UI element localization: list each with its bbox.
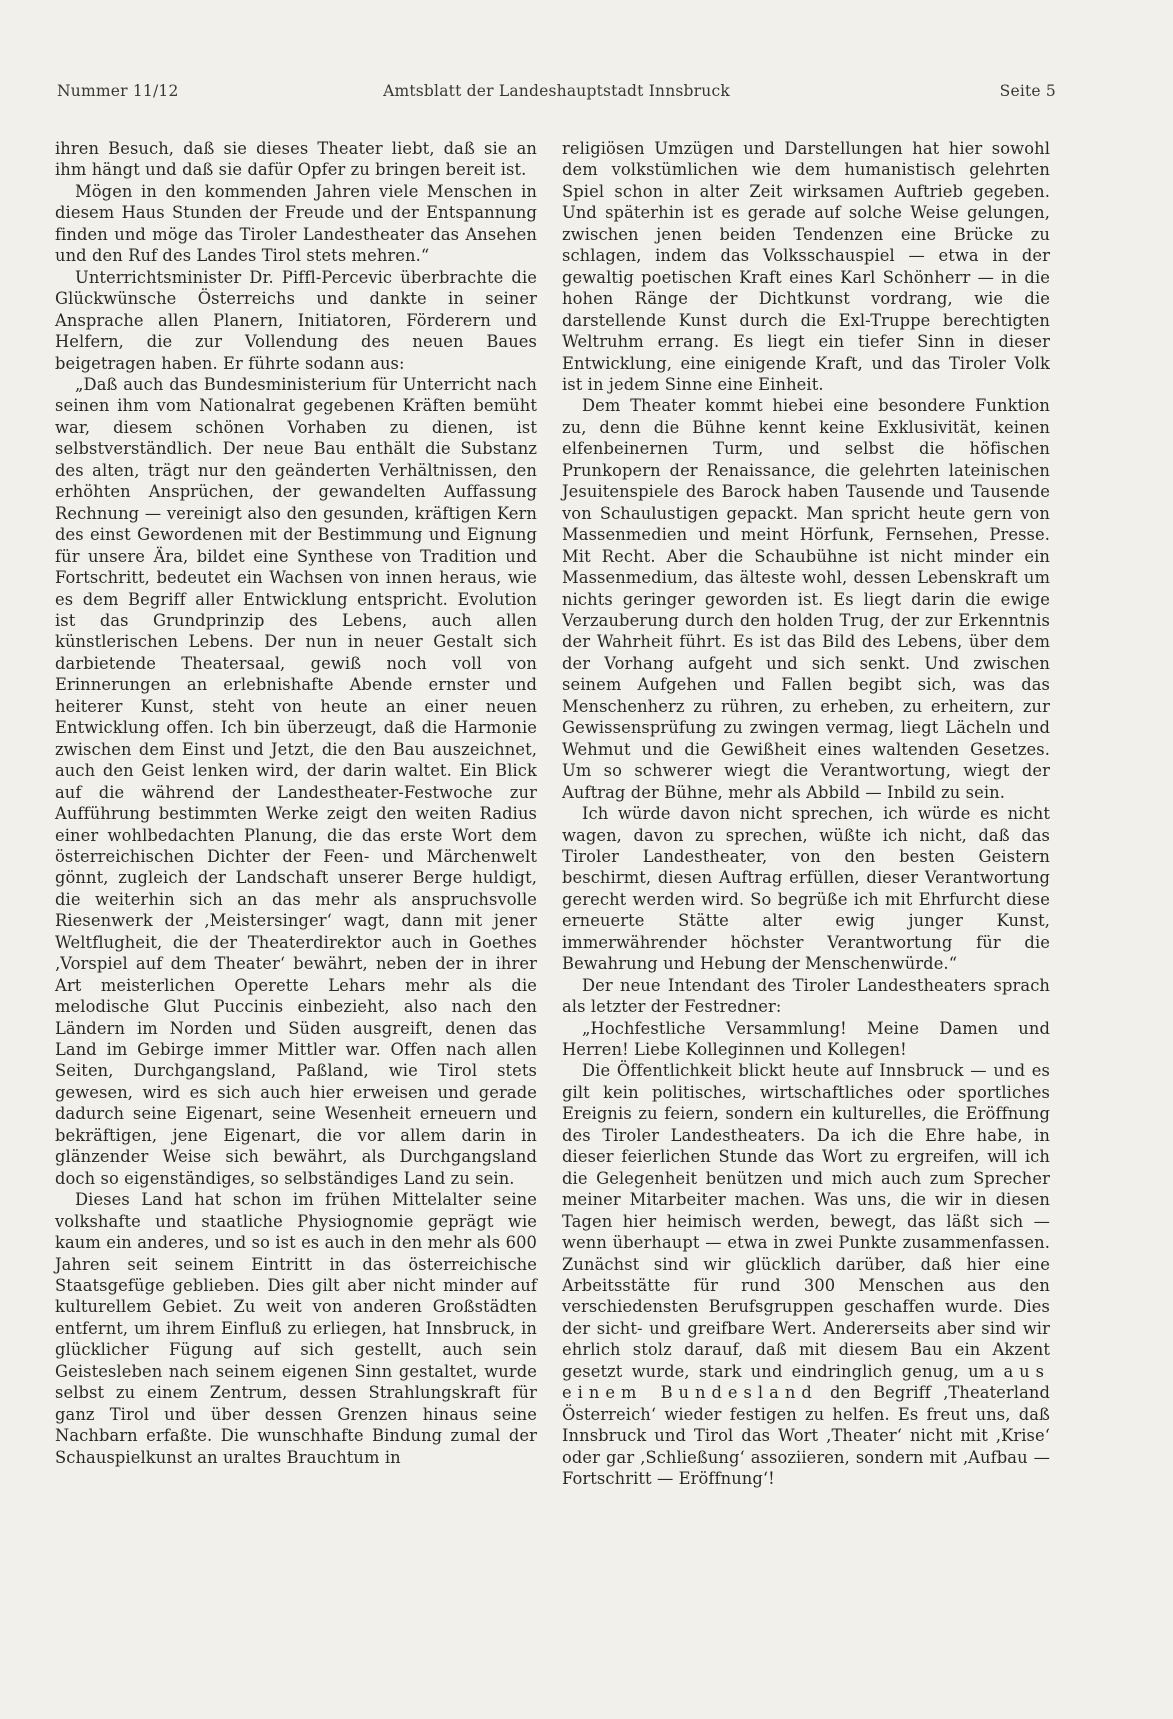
- paragraph: Ich würde davon nicht sprechen, ich würde es nicht wagen, davon zu sprechen, wüßte ich nicht, daß das Tiroler Landestheater, von den besten Geistern beschirmt, diesen Auftrag erfüllen, dieser Verantwortung gerecht werden wird. So begrüße ich mit Ehrfurcht diese erneuerte Stätte alter ewig junger Kunst, immerwährender höchster Verantwortung für die Bewahrung und Hebung der Menschenwürde.“: [562, 804, 1050, 974]
- paragraph-text: Die Öffentlichkeit blickt heute auf Innsbruck — und es gilt kein politisches, wirtschaftliches oder sportliches Ereignis zu feiern, sondern ein kulturelles, die Eröffnung des Tiroler Landestheaters. Da ich die Ehre habe, in dieser feierlichen Stunde das Wort zu ergreifen, will ich die Gelegenheit benützen und mich auch zum Sprecher meiner Mitarbeiter machen. Was uns, die wir in diesen Tagen hier heimisch werden, bewegt, das läßt sich — wenn überhaupt — etwa in zwei Punkte zusammenfassen. Zunächst sind wir glücklich darüber, daß hier eine Arbeitsstätte für rund 300 Menschen aus den verschiedensten Berufsgruppen geschaffen wurde. Dies der sicht- und greifbare Wert. Andererseits aber sind wir ehrlich stolz darauf, daß mit diesem Bau ein Akzent gesetzt wurde, stark und eindringlich genug, um: [562, 1061, 1050, 1381]
- spaced-emphasis: aus einem Bundesland: [562, 1361, 1051, 1403]
- paragraph: „Hochfestliche Versammlung! Meine Damen und Herren! Liebe Kolleginnen und Kollegen!: [562, 1018, 1050, 1060]
- paragraph: Dieses Land hat schon im frühen Mittelalter seine volkshafte und staatliche Physiognomie geprägt wie kaum ein anderes, und so ist es auch in den mehr als 600 Jahren seit seinem Eintritt in das österreichische Staatsgefüge geblieben. Dies gilt aber nicht minder auf kulturellem Gebiet. Zu weit von anderen Großstädten entfernt, um ihrem Einfluß zu erliegen, hat Innsbruck, in glücklicher Fügung auf sich gestellt, auch sein Geistesleben nach seinem eigenen Sinn gestaltet, wurde selbst zu einem Zentrum, dessen Strahlungskraft für ganz Tirol und über dessen Grenzen hinaus seine Nachbarn erfaßte. Die wunschhafte Bindung zumal der Schauspielkunst an uraltes Brauchtum in: [55, 1190, 537, 1467]
- page-number: Seite 5: [999, 82, 1056, 100]
- paragraph: „Daß auch das Bundesministerium für Unterricht nach seinen ihm vom Nationalrat gegebenen Kräften bemüht war, diesem schönen Vorhaben zu dienen, ist selbstverständlich. Der neue Bau enthält die Substanz des alten, trägt nur den geänderten Verhältnissen, den erhöhten Ansprüchen, der gewandelten Auffassung Rechnung — vereinigt also den gesunden, kräftigen Kern des einst Gewordenen mit der Bestimmung und Eignung für unsere Ära, bildet eine Synthese von Tradition und Fortschritt, bedeutet ein Wachsen von innen heraus, wie es dem Begriff aller Entwicklung entspricht. Evolution ist das Grundprinzip des Lebens, auch allen künstlerischen Lebens. Der nun in neuer Gestalt sich darbietende Theatersaal, gewiß noch voll von Erinnerungen an erlebnishafte Abende ernster und heiterer Kunst, steht von heute an einer neuen Entwicklung offen. Ich bin überzeugt, daß die Harmonie zwischen dem Einst und Jetzt, die den Bau auszeichnet, auch den Geist lenken wird, der darin waltet. Ein Blick auf die während der Landestheater-Festwoche zur Aufführung bestimmten Werke zeigt den weiten Radius einer wohlbedachten Planung, die das erste Wort dem österreichischen Dichter der Feen- und Märchenwelt gönnt, zugleich der Landschaft unserer Berge huldigt, die weiterhin sich an das mehr als anspruchsvolle Riesenwerk der ‚Meistersinger‘ wagt, dann mit jener Weltflugheit, die der Theaterdirektor auch in Goethes ‚Vorspiel auf dem Theater‘ bewährt, neben der in ihrer Art meisterlichen Operette Lehars mehr als die melodische Glut Puccinis einbezieht, also nach den Ländern im Norden und Süden ausgreift, denen das Land im Gebirge immer Mittler war. Offen nach allen Seiten, Durchgangsland, Paßland, wie Tirol stets gewesen, wird es sich auch hier erweisen und gerade dadurch seine Eigenart, seine Wesenheit erneuern und bekräftigen, jene Eigenart, die vor allem darin in glänzender Weise sich bewährt, als Durchgangsland doch so eigenständiges, so selbständiges Land zu sein.: [55, 374, 537, 1188]
- publication-title: Amtsblatt der Landeshauptstadt Innsbruck: [383, 82, 730, 100]
- paragraph: Dem Theater kommt hiebei eine besondere Funktion zu, denn die Bühne kennt keine Exklusivität, keinen elfenbeinernen Turm, und selbst die höfischen Prunkopern der Renaissance, die gelehrten lateinischen Jesuitenspiele des Barock haben Tausende und Tausende von Schaulustigen gepackt. Man spricht heute gern von Massenmedien und meint Hörfunk, Fernsehen, Presse. Mit Recht. Aber die Schaubühne ist nicht minder ein Massenmedium, das älteste wohl, dessen Lebenskraft um nichts geringer geworden ist. Es liegt darin die ewige Verzauberung durch den holden Trug, der zur Erkenntnis der Wahrheit führt. Es ist das Bild des Lebens, über dem der Vorhang aufgeht und sich senkt. Und zwischen seinem Aufgehen und Fallen begibt sich, was das Menschenherz zu rühren, zu erheben, zu erheitern, zur Gewissensprüfung zu zwingen vermag, liegt Lächeln und Wehmut und die Gewißheit eines waltenden Gesetzes. Um so schwerer wiegt die Verantwortung, wiegt der Auftrag der Bühne, mehr als Abbild — Inbild zu sein.: [562, 396, 1050, 802]
- page-header: [57, 82, 1056, 106]
- paragraph: [562, 1060, 1050, 1489]
- right-column: [562, 138, 1050, 1490]
- issue-number: Nummer 11/12: [57, 82, 179, 100]
- paragraph: Der neue Intendant des Tiroler Landestheaters sprach als letzter der Festredner:: [562, 975, 1050, 1017]
- paragraph: ihren Besuch, daß sie dieses Theater liebt, daß sie an ihm hängt und daß sie dafür Opfer zu bringen bereit ist.: [55, 139, 537, 180]
- left-column: [55, 138, 537, 1468]
- paragraph: Unterrichtsminister Dr. Piffl-Percevic überbrachte die Glückwünsche Österreichs und dankte in seiner Ansprache allen Planern, Initiatoren, Förderern und Helfern, die zur Vollendung des neuen Baues beigetragen haben. Er führte sodann aus:: [55, 267, 537, 373]
- paragraph: Mögen in den kommenden Jahren viele Menschen in diesem Haus Stunden der Freude und der Entspannung finden und möge das Tiroler Landestheater das Ansehen und den Ruf des Landes Tirol stets mehren.“: [55, 181, 537, 266]
- paragraph: religiösen Umzügen und Darstellungen hat hier sowohl dem volkstümlichen wie dem humanistisch gelehrten Spiel schon in alter Zeit wirksamen Auftrieb gegeben. Und späterhin ist es gerade auf solche Weise gelungen, zwischen jenen beiden Tendenzen eine Brücke zu schlagen, indem das Volksschauspiel — etwa in der gewaltig poetischen Kraft eines Karl Schönherr — in die hohen Ränge der Dichtkunst vordrang, wie die darstellende Kunst durch die Exl-Truppe berechtigten Weltruhm errang. Es liegt ein tiefer Sinn in dieser Entwicklung, eine einigende Kraft, und das Tiroler Volk ist in jedem Sinne eine Einheit.: [562, 139, 1050, 394]
- paragraph-text: den Begriff ‚Theaterland Österreich‘ wieder festigen zu helfen. Es freut uns, daß Innsbruck und Tirol das Wort ‚Theater‘ nicht mit ‚Krise‘ oder gar ‚Schließung‘ assoziieren, sondern mit ‚Aufbau — Fortschritt — Eröffnung‘!: [562, 1383, 1050, 1489]
